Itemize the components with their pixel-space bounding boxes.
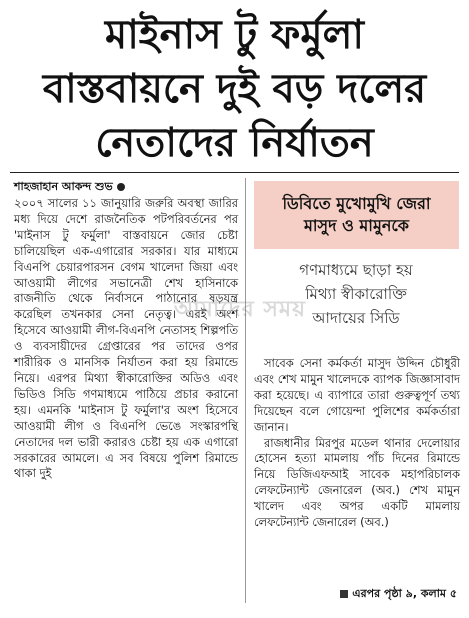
right-paragraph-1: সাবেক সেনা কর্মকর্তা মাসুদ উদ্দিন চৌধুরী এবং শেখ মামুন খালেদকে ব্যাপক জিজ্ঞাসাবাদ করা হয়েছে। এ ব্যাপারে তারা গুরুত্বপূর্ণ তথ্য দিয়েছেন বলে গোয়েন্দা পুলিশের কর্মকর্তারা জানান। — [254, 356, 460, 434]
article-left-column — [14, 196, 238, 482]
subhead-line-3: আদায়ের সিডি — [312, 309, 400, 327]
byline — [14, 178, 125, 197]
article-right-column — [254, 356, 460, 531]
highlight-line-1: ডিবিতে মুখোমুখি জেরা — [282, 194, 431, 213]
headline-line-1: মাইনাস টু ফর্মুলা — [104, 11, 364, 58]
highlight-box — [254, 181, 459, 249]
highlight-line-2: মাসুদ ও মামুনকে — [304, 216, 409, 235]
continuation-text: এরপর পৃষ্ঠা ৯, কলাম ৫ — [352, 587, 457, 600]
headline-line-2: বাস্তবায়নে দুই বড় দলের — [42, 65, 427, 112]
byline-author: শাহজাহান আকন্দ শুভ — [14, 180, 113, 193]
right-paragraph-2: রাজধানীর মিরপুর মডেল থানার দেলোয়ার হোসেন হত্যা মামলায় পাঁচ দিনের রিমান্ডে নিয়ে ডিজিএফআই সাবেক মহাপরিচালক লেফটেন্যান্ট জেনারেল (অব.) শেখ মামুন খালেদ এবং অপর একটি মামলায় লেফটেন্যান্ট জেনারেল (অব.) — [254, 435, 460, 530]
column-divider — [245, 178, 246, 603]
left-column-text: ২০০৭ সালের ১১ জানুয়ারি জরুরি অবস্থা জারির মধ্য দিয়ে দেশে রাজনৈতিক পটপরিবর্তনের পর 'মাইনাস টু ফর্মুলা' বাস্তবায়নে জোর চেষ্টা চালিয়েছিল এক-এগারোর সরকার। যার মাধ্যমে বিএনপি চেয়ারপারসন বেগম খালেদা জিয়া এবং আওয়ামী লীগের সভানেত্রী শেখ হাসিনাকে রাজনীতি থেকে নির্বাসনে পাঠানোর ষড়যন্ত্র করেছিল তখনকার সেনা নেতৃত্ব। এরই অংশ হিসেবে আওয়ামী লীগ-বিএনপি নেতাসহ শিল্পপতি ও ব্যবসায়ীদের গ্রেপ্তারের পর তাদের ওপর শারীরিক ও মানসিক নির্যাতন করা হয় রিমান্ডে নিয়ে। এরপর মিথ্যা স্বীকারোক্তির অডিও এবং ভিডিও সিডি গণমাধ্যমে পাঠিয়ে প্রচার করানো হয়। এমনকি 'মাইনাস টু ফর্মুলা'র অংশ হিসেবে আওয়ামী লীগ ও বিএনপি ভেঙে সংস্কারপন্থি নেতাদের দল ভারী করারও চেষ্টা হয় এক এগারো সরকারের আমলে। এ সব বিষয়ে পুলিশ রিমান্ডে থাকা দুই — [14, 196, 238, 481]
headline-line-3: নেতাদের নির্যাতন — [95, 119, 374, 166]
headline-divider — [10, 172, 459, 173]
watermark: আমাদের সময় — [173, 297, 307, 322]
subhead-line-2: মিথ্যা স্বীকারোক্তি — [305, 285, 407, 303]
continuation-note — [340, 585, 457, 604]
bullet-icon — [117, 183, 125, 191]
square-bullet-icon — [340, 590, 348, 598]
subhead-line-1: গণমাধ্যমে ছাড়া হয় — [299, 261, 413, 279]
headline — [0, 8, 469, 170]
